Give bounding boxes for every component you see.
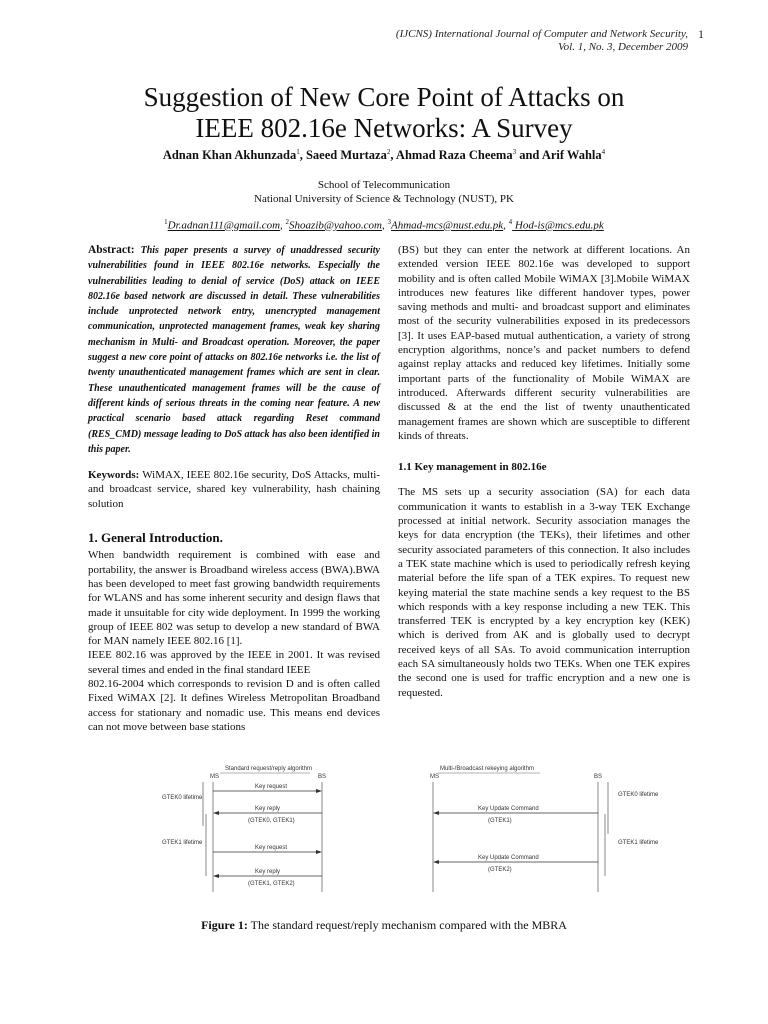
arrowhead (213, 811, 219, 815)
label-gtek2-single: (GTEK2) (488, 867, 512, 873)
journal-volume: Vol. 1, No. 3, December 2009 (558, 41, 688, 53)
section-heading: 1. General Introduction. (88, 530, 223, 546)
label-gtek0: GTEK0 lifetime (162, 795, 203, 801)
email-sup: 4 (508, 218, 513, 226)
email-sup: 3 (387, 218, 391, 226)
paragraph: IEEE 802.16 was approved by the IEEE in 2001. It was revised several times and ended in the final standard IEEE (88, 649, 380, 676)
paragraph: When bandwidth requirement is combined with ease and portability, the answer is Broadband wireless access (BWA).BWA has been developed to meet fast growing bandwidth requirements for WLANS and has some inherent security and design flaws that made it unsuitable for city wide deployment. In 1999 the working group of IEEE 802 was setup to develop a new standard of BWA for MAN namely IEEE 802.16 [1]. (88, 549, 380, 648)
label-gtek1-gtek2: (GTEK1, GTEK2) (248, 881, 295, 887)
subsection-heading: 1.1 Key management in 802.16e (398, 461, 547, 474)
label-gtek1-single: (GTEK1) (488, 818, 512, 824)
author-name: Saeed Murtaza (305, 148, 387, 163)
author-sup: 3 (512, 148, 517, 156)
paragraph: (BS) but they can enter the network at different locations. An extended version IEEE 802.16e was developed to support mobility and is often called Mobile WiMAX [3].Mobile WiMAX introduces new features like different handover types, power saving methods and multi- and broadcast support and eliminates most of the security vulnerabilities exposed in its predecessors [3]. It uses EAP-based mutual authentication, a variety of strong encryption algorithms, nonce’s and packet numbers to defend against replay attacks and reduced key lifetimes. Initially some important parts of the functionality of Mobile WiMAX are introduced. Afterwards different security vulnerabilities are discussed & at the end the list of twenty unauthenticated management frames are shown which are susceptible to different kinds of threats. (398, 244, 690, 442)
author-sup: 4 (601, 148, 606, 156)
running-header (395, 27, 704, 54)
label-gtek0-gtek1: (GTEK0, GTEK1) (248, 818, 295, 824)
paper-title (60, 82, 708, 144)
author-list (60, 148, 708, 163)
arrowhead (433, 811, 439, 815)
label-ms-right: MS (430, 774, 439, 780)
author-sup: 1 (296, 148, 300, 156)
label-gtek1: GTEK1 lifetime (162, 840, 203, 846)
email-sep: , (503, 219, 509, 232)
author-sep: , (299, 148, 306, 163)
page-number: 1 (698, 27, 704, 41)
journal-name: (IJCNS) International Journal of Computer and Network Security, (395, 28, 688, 40)
abstract-label: Abstract: (88, 244, 135, 256)
email-link[interactable]: Dr.adnan111@gmail.com (167, 219, 281, 232)
author-sep: and (516, 148, 542, 163)
arrowhead (316, 850, 322, 854)
label-key-reply: Key reply (255, 806, 281, 812)
email-sep: , (280, 219, 286, 232)
left-column (88, 243, 380, 734)
author-sup: 2 (386, 148, 391, 156)
email-link[interactable]: Shoazib@yahoo.com (289, 219, 382, 232)
label-bs-left: BS (318, 774, 327, 780)
label-key-request-2: Key request (255, 845, 288, 851)
label-bs-right: BS (594, 774, 603, 780)
keywords-text: WiMAX, IEEE 802.16e security, DoS Attacks, multi- and broadcast service, shared key vulnerability, hash chaining solution (88, 469, 380, 510)
label-key-request: Key request (255, 784, 288, 790)
arrowhead (316, 789, 322, 793)
keywords (88, 468, 380, 511)
figure-caption (0, 918, 768, 933)
author-sep: , (390, 148, 396, 163)
author-emails (60, 218, 708, 232)
email-sup: 2 (285, 218, 290, 226)
title-line-2: IEEE 802.16e Networks: A Survey (195, 113, 573, 143)
figure-1-diagram (160, 764, 680, 894)
caption-label: Figure 1: (201, 918, 248, 932)
affiliation-university: National University of Science & Technology (NUST), PK (254, 193, 514, 205)
paragraph: 802.16-2004 which corresponds to revision D and is often called Fixed WiMAX [2]. It defines Wireless Metropolitan Broadband access for stationary and nomadic use. This means end devices can not move between base stations (88, 678, 380, 733)
author-name: Adnan Khan Akhunzada (162, 148, 297, 163)
label-gtek1-right: GTEK1 lifetime (618, 840, 659, 846)
label-ms-left: MS (210, 774, 219, 780)
figure-right-title: Multi-/Broadcast rekeying algorithm (440, 766, 535, 772)
email-link[interactable]: Ahmad-mcs@nust.edu.pk (390, 219, 504, 232)
email-sep: , (381, 219, 388, 232)
arrowhead (213, 874, 219, 878)
figure-left-title: Standard request/reply algorithm (225, 766, 313, 772)
label-gtek0-right: GTEK0 lifetime (618, 792, 659, 798)
affiliation-school: School of Telecommunication (317, 179, 451, 191)
label-key-reply-2: Key reply (255, 869, 281, 875)
label-key-update: Key Update Command (478, 806, 539, 812)
author-name: Ahmad Raza Cheema (395, 148, 513, 163)
abstract-text: This paper presents a survey of unaddressed security vulnerabilities found in IEEE 802.16e networks. Especially the vulnerabilities leading to denial of service (DoS) attack on IEEE 802.16e based network are discussed in detail. These vulnerabilities include unprotected network entry, unencrypted management communication, unprotected management frames, weak key sharing mechanism in Multi- and Broadcast operation. Moreover, the paper suggest a new core point of attacks on 802.16e networks i.e. the list of twenty unauthenticated management frames which are sent in clear. These unauthenticated management frames will be the cause of different kinds of serious threats in the coming near feature. A new practical scenario based attack regarding Reset command (RES_CMD) message leading to DoS attack has also been identified in this paper. (88, 245, 380, 455)
label-key-update-2: Key Update Command (478, 855, 539, 861)
author-name: Arif Wahla (541, 148, 602, 163)
email-link[interactable]: Hod-is@mcs.edu.pk (512, 219, 604, 232)
affiliation (60, 178, 708, 206)
paragraph: The MS sets up a security association (SA) for each data communication it wants to establish in a 3-way TEK Exchange processed at initial network. Security association manages the keys for data encryption (the TEKs), their lifetimes and other security associated parameters of this connection. It also includes a TEK state machine which is used to periodically refresh keying material before the life span of a TEK expires. To request new keying material the state machine sends a key request to the BS which responds with a key response including a new TEK. This transferred TEK is encrypted by a key encryption key (KEK) which is derived from AK and is globally used to decrypt received keys of all SAs. To avoid communication interruption each SA simultaneously holds two TEKs. When one TEK expires the second one is used for traffic encryption and a new one is requested. (398, 486, 690, 699)
title-line-1: Suggestion of New Core Point of Attacks on (143, 82, 625, 112)
right-column (398, 243, 690, 700)
arrowhead (433, 860, 439, 864)
keywords-label: Keywords: (88, 469, 140, 482)
caption-text: The standard request/reply mechanism compared with the MBRA (247, 918, 567, 932)
abstract (88, 243, 380, 457)
email-sup: 1 (164, 218, 168, 226)
